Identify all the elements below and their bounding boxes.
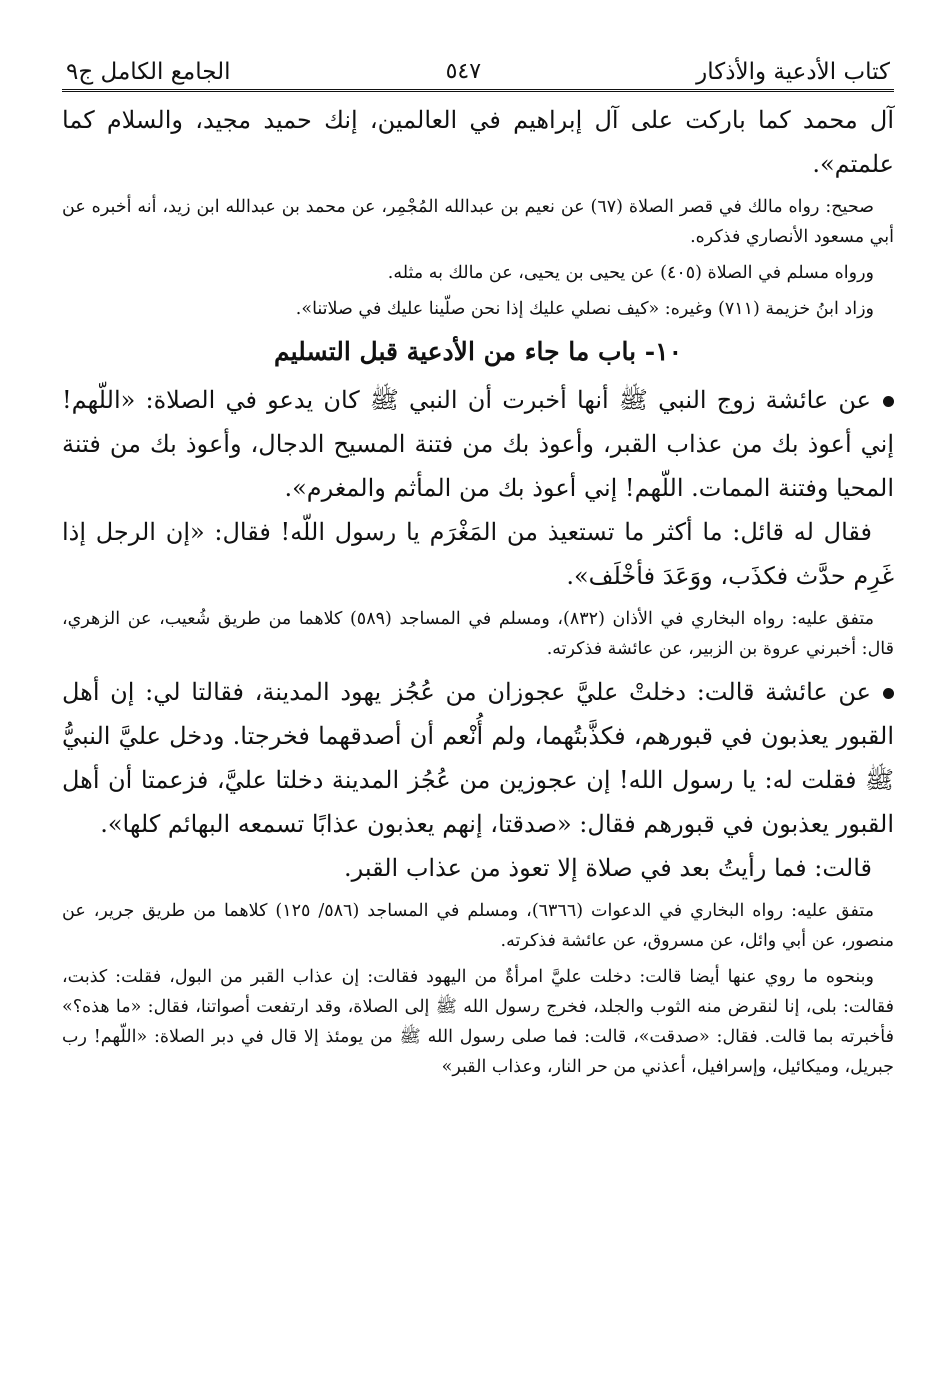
page-header xyxy=(62,48,894,92)
takhrij-note: متفق عليه: رواه البخاري في الأذان (٨٣٢)، ومسلم في المساجد (٥٨٩) كلاهما من طريق شُعيب، عن الزهري، قال: أخبرني عروة بن الزبير، عن عائشة فذكرته. xyxy=(62,609,894,659)
collection-title: الجامع الكامل ج٩ xyxy=(66,59,231,85)
book-page xyxy=(62,48,894,1082)
hadith-body: عن عائشة قالت: دخلتْ عليَّ عجوزان من عُجُز يهود المدينة، فقالتا لي: إن أهل القبور يعذبون في قبورهم، فكذَّبتُهما، ولم أُنْعم أن أصدقهما فخرجتا. ودخل عليَّ النبيُّ ﷺ فقلت له: يا رسول الله! إن عجوزين من عُجُز المدينة دخلتا عليَّ، فزعمتا أن أهل القبور يعذبون في قبورهم فقال: «صدقتا، إنهم يعذبون عذابًا تسمعه البهائم كلها». xyxy=(62,678,894,838)
hadith-text xyxy=(62,670,894,846)
hadith-text: فقال له قائل: ما أكثر ما تستعيذ من المَغْرَم يا رسول اللّه! فقال: «إن الرجل إذا غَرِم حدَّث فكذَب، ووَعَدَ فأخْلَف». xyxy=(62,518,894,590)
hadith-text: قالت: فما رأيتُ بعد في صلاة إلا تعوذ من عذاب القبر. xyxy=(343,854,872,882)
takhrij-note: وزاد ابنُ خزيمة (٧١١) وغيره: «كيف نصلي عليك إذا نحن صلّينا عليك في صلاتنا». xyxy=(295,299,874,319)
bullet-icon xyxy=(883,396,894,407)
takhrij-note: صحيح: رواه مالك في قصر الصلاة (٦٧) عن نعيم بن عبدالله المُجْمِر، عن محمد بن عبدالله ابن زيد، أنه أخبره عن أبي مسعود الأنصاري فذكره. xyxy=(62,197,894,247)
bullet-icon xyxy=(883,688,894,699)
chapter-heading: ١٠- باب ما جاء من الأدعية قبل التسليم xyxy=(273,337,683,366)
hadith-text xyxy=(62,378,894,510)
takhrij-note: ورواه مسلم في الصلاة (٤٠٥) عن يحيى بن يحيى، عن مالك به مثله. xyxy=(387,263,874,283)
hadith-continuation: آل محمد كما باركت على آل إبراهيم في العالمين، إنك حميد مجيد، والسلام كما علمتم». xyxy=(62,106,894,178)
takhrij-note: وبنحوه ما روي عنها أيضا قالت: دخلت عليَّ امرأةٌ من اليهود فقالت: إن عذاب القبر من البول، فقلت: كذبت، فقالت: بلى، إنا لنقرض منه الثوب والجلد، فخرج رسول الله ﷺ إلى الصلاة، وقد ارتفعت أصواتنا، فقال: «ما هذه؟» فأخبرته بما قالت. فقال: «صدقت»، قالت: فما صلى رسول الله ﷺ من يومئذ إلا قال في دبر الصلاة: «اللّهم! رب جبريل، وميكائيل، وإسرافيل، أعذني من حر النار، وعذاب القبر» xyxy=(62,967,894,1077)
page-number: ٥٤٧ xyxy=(445,59,482,84)
hadith-body: عن عائشة زوج النبي ﷺ أنها أخبرت أن النبي ﷺ كان يدعو في الصلاة: «اللّهم! إني أعوذ بك من عذاب القبر، وأعوذ بك من فتنة المسيح الدجال، وأعوذ بك من فتنة المحيا وفتنة الممات. اللّهم! إني أعوذ بك من المأثم والمغرم». xyxy=(62,386,894,502)
book-title: كتاب الأدعية والأذكار xyxy=(696,59,890,85)
takhrij-note: متفق عليه: رواه البخاري في الدعوات (٦٣٦٦)، ومسلم في المساجد (٥٨٦/ ١٢٥) كلاهما من طريق جرير، عن منصور، عن أبي وائل، عن مسروق، عن عائشة فذكرته. xyxy=(62,901,894,951)
